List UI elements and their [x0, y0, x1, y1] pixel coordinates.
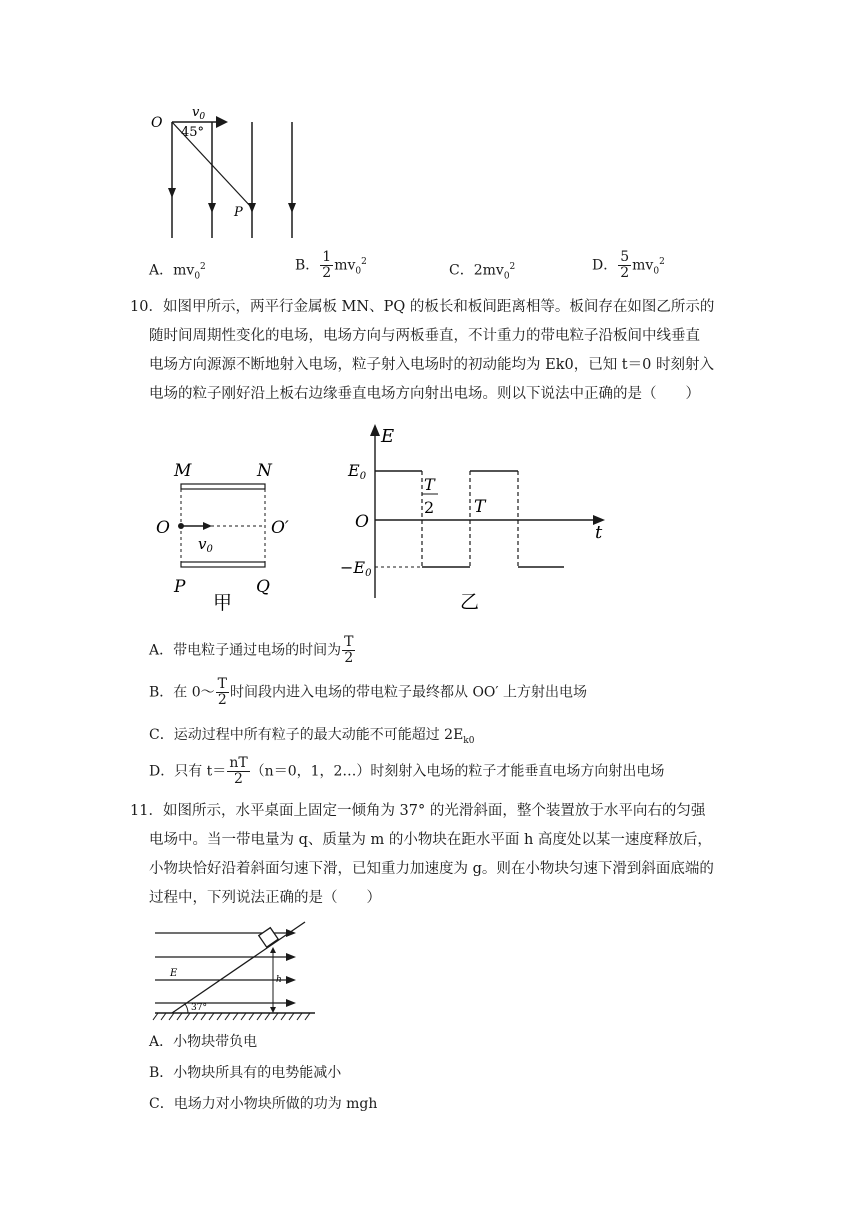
label-t-axis: t [595, 522, 603, 543]
block [259, 928, 278, 947]
arrowhead [203, 522, 212, 530]
plate-mn [181, 484, 265, 489]
q10-line: 电场方向源源不断地射入电场，粒子射入电场时的初动能均为 Ek0，已知 t＝0 时刻射入 [149, 357, 714, 373]
plate-pq [181, 562, 265, 567]
q9-option-b[interactable]: B． $\frac{1}{2}$ $mv_0^2$ [295, 249, 367, 281]
label-o: O [156, 518, 170, 538]
label-v0: $v_0$ [192, 105, 206, 122]
label-m: M [174, 461, 192, 481]
q11-line: 小物块恰好沿着斜面匀速下滑，已知重力加速度为 g。则在小物块匀速下滑到斜面底端的 [149, 861, 714, 877]
q10-line: 10．如图甲所示，两平行金属板 MN、PQ 的板长和板间距离相等。板间存在如图乙所示的 [130, 299, 715, 315]
q11-line: 过程中，下列说法正确的是（ ） [149, 890, 381, 906]
q11-line: 电场中。当一带电量为 q、质量为 m 的小物块在距水平面 h 高度处以某一速度释放后， [149, 832, 712, 848]
label-v0: $v_0$ [198, 535, 213, 555]
q10-option-c[interactable]: C．运动过程中所有粒子的最大动能不可能超过 $2E_{k0}$ [149, 727, 475, 746]
label-o-prime: O′ [271, 518, 289, 538]
angle-arc [185, 1004, 188, 1013]
label-n: N [257, 461, 272, 481]
q9-option-d[interactable]: D． $\frac{5}{2}$ $mv_0^2$ [592, 249, 665, 281]
arrowhead [208, 203, 216, 213]
label-e0: E0 [348, 461, 367, 482]
q9-option-a[interactable]: A．$mv_0^2$ [149, 262, 206, 282]
arrowhead [288, 203, 296, 213]
arrowhead [286, 929, 296, 937]
arrowhead [370, 424, 380, 436]
label-t: T [474, 497, 486, 517]
q10-option-a[interactable]: A．带电粒子通过电场的时间为 $\frac{T}{2}$ [149, 634, 354, 666]
label-p: P [234, 205, 243, 220]
q9-figure [145, 100, 320, 245]
ground-hatch [153, 1013, 310, 1020]
label-half-t-den: 2 [424, 498, 435, 517]
q11-line: 11．如图所示，水平桌面上固定一倾角为 37° 的光滑斜面，整个装置放于水平向右的匀强 [130, 803, 706, 819]
label-angle: 37° [191, 1003, 207, 1013]
incline-surface [172, 922, 305, 1013]
label-e: E [381, 426, 395, 447]
q10-line: 随时间周期性变化的电场，电场方向与两板垂直，不计重力的带电粒子沿板间中线垂直 [149, 328, 700, 344]
caption-jia: 甲 [213, 592, 233, 614]
label-o: O [355, 512, 369, 532]
q11-option-a[interactable]: A．小物块带负电 [149, 1034, 258, 1050]
arrowhead [286, 999, 296, 1007]
q11-figure [150, 920, 320, 1025]
fraction: $\frac{T}{2}$ [344, 634, 354, 666]
fraction: $\frac{5}{2}$ [620, 249, 630, 281]
q10-option-b[interactable]: B．在 0～ $\frac{T}{2}$ 时间段内进入电场的带电粒子最终都从 OO′ 上方射出电场 [149, 676, 588, 708]
label-half-t-num: T [424, 475, 435, 494]
q10-figure-yi [335, 420, 615, 615]
q10-line: 电场的粒子刚好沿上板右边缘垂直电场方向射出电场。则以下说法中正确的是（ ） [149, 386, 700, 402]
fraction: $\frac{T}{2}$ [217, 676, 227, 708]
label-o: O [151, 115, 163, 131]
arrowhead [270, 1007, 276, 1013]
label-e: E [170, 968, 178, 979]
label-neg-e0: −E0 [340, 558, 372, 579]
label-h: h [276, 975, 282, 985]
q11-stem [130, 797, 730, 913]
label-angle: 45° [181, 125, 205, 140]
q9-option-c[interactable]: C．$2mv_0^2$ [449, 262, 516, 282]
q11-option-b[interactable]: B．小物块所具有的电势能减小 [149, 1065, 342, 1081]
arrowhead [270, 947, 276, 953]
q10-figure-jia [150, 450, 289, 615]
label-p: P [174, 577, 186, 597]
arrowhead [168, 188, 176, 198]
q11-option-c[interactable]: C．电场力对小物块所做的功为 mgh [149, 1096, 378, 1112]
arrowhead [286, 953, 296, 961]
label-q: Q [256, 577, 270, 597]
caption-yi: 乙 [460, 591, 480, 613]
fraction: $\frac{nT}{2}$ [229, 755, 248, 787]
q10-option-d[interactable]: D．只有 t＝ $\frac{nT}{2}$ （n＝0，1，2…）时刻射入电场的粒子才能垂直电场方向射出电场 [149, 755, 665, 787]
arrowhead [286, 976, 296, 984]
q10-stem [130, 293, 730, 409]
fraction: $\frac{1}{2}$ [322, 249, 332, 281]
